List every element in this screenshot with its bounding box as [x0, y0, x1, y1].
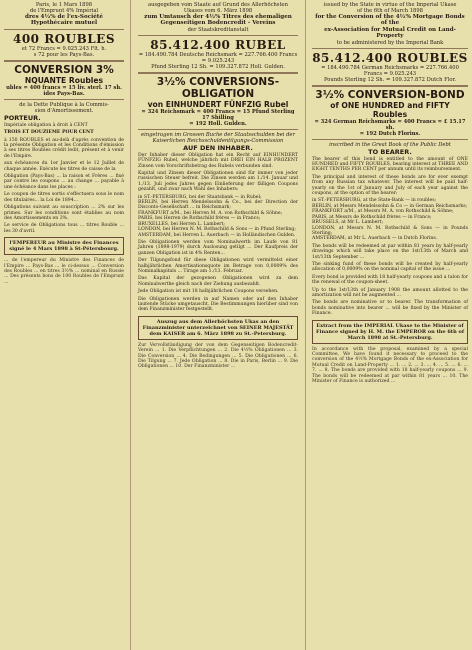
french-denomination: ides Pays-Bas.: [43, 90, 85, 97]
french-ukase-heading: l'EMPEREUR au Ministre des Finances signé le 4 Mars 1898 à St-Pétersbourg.: [4, 237, 124, 255]
english-subheading: of ONE HUNDRED and FIFTY Roubles: [330, 100, 450, 119]
german-paying-agent: in ST.-PETERSBURG, bei der Staatsbank — in Rubel;: [138, 194, 262, 200]
french-top-line: Paris, le 1 Mars 1898: [35, 2, 93, 8]
german-inscription-note: Kaiserlichen Reichsschuldentilgungs-Commission: [152, 137, 284, 144]
english-bearer-heading: TO BEARER.: [368, 147, 412, 156]
english-top-line: ex-Association for Mutual Credit on Land-Property: [324, 26, 456, 40]
english-top-line: issued by the State in virtue of the Imperial Ukase: [323, 2, 457, 8]
german-ukase-heading: Auszug aus dem Allerhöchsten Ukas an den Finanzminister unterzeichnet von SEINER MAJESTÄT dem KAISER am 6. März 1898 zu St.-Petersburg.: [138, 316, 298, 340]
german-top-line: zum Umtausch der 4½% Titres des ehemaligen: [144, 14, 292, 20]
german-paying-agent: BERLIN, bei Herren Mendelssohn & Co., bei der Direction der Disconto-Gesellschaft ... in Reichsmark;: [138, 200, 298, 211]
english-inscription-note: inscribed in the Great Book of the Public Debt: [329, 141, 451, 148]
german-paying-agent: BRUXELLES, bei Herren L. Lambert;: [138, 221, 225, 227]
german-body-para: Die Obligationen werden in auf Namen oder auf den Inhaber lautende Stücke umgetauscht. Die Bestimmungen hierüber sind von dem Finanzminister festgestellt.: [138, 296, 298, 313]
german-inscription-note: eingetragen im Grossen Buche der Staatsschulden bei der: [141, 131, 295, 138]
french-subheading: NQUANTE Roubles: [24, 75, 104, 85]
german-top-line: Ukases vom 6. März 1898: [183, 8, 253, 14]
french-top-line: dres 4½% de l'ex-Société: [25, 14, 103, 20]
german-column: [132, 0, 304, 650]
french-column: [0, 0, 128, 650]
english-paying-agent: BRUSSELS, at Mr L. Lambert;: [312, 220, 383, 226]
german-paying-agent: PARIS, bei Herren de Rothschild frères — in Francs;: [138, 216, 261, 222]
column-divider: [130, 0, 131, 650]
english-body-para: The principal and interest of these bonds are for ever exempt from any Russian tax whatever. The interest will be paid half-yearly on the 1st of January and July of each year against the coupons, at the option of the bearer:: [312, 174, 468, 197]
english-ukase-heading: Extract from the IMPERIAL Ukase to the Minister of Finance signed by H. M. the EMPEROR on the 6th of March 1898 at St.-Petersburg.: [312, 320, 468, 344]
french-amount: 400 ROUBLES: [12, 31, 115, 46]
divider: [138, 35, 298, 36]
german-paying-agent: LONDON, bei Herren N. M. Rothschild & Sons — in Pfund Sterling;: [138, 227, 296, 233]
german-ukase-body: Zur Vervollständigung der von dem Gegenseitigen Bodencredit-Verein ... 1. Die Verpflichtungen ... 2. Die 4½% Obligationen ... 3. Die Conversion ... 4. Die Bedingungen ... 5. Die Obligationen ... 6. Die Tilgung ... 7. Jede Obligation ... 8. Die in Paris, Berlin ... 9. Die Obligationen ... 10. Der Finanzminister ...: [138, 342, 298, 370]
german-top-line: ausgegeben vom Staate auf Grund des Allerhöchsten: [148, 2, 288, 8]
german-body-para: Das Kapital der gezogenen Obligationen wird zu dem Nominalwerthe gleich nach der Ziehung ausbezahlt.: [138, 276, 298, 287]
german-body-para: Der Inhaber dieser Obligation hat ein Recht auf EINHUNDERT FÜNFZIG Rubel, welche jährlich mit DREI EIN HALB PROZENT Zinsen vom Vorschriftsbetrag des Rubels verbunden sind.: [138, 152, 298, 169]
german-paying-agent: FRANKFURT a/M., bei Herren M. A. von Rothschild & Söhne;: [138, 210, 283, 216]
english-paying-agent: in ST.-PETERSBURG, at the State-Bank — in roubles;: [312, 198, 437, 204]
english-paying-agent: FRANKFORT a/M., at Messrs M. A. von Rothschild & Söhne;: [312, 209, 454, 215]
english-paying-agent: LONDON, at Messrs N. M. Rothschild & Sons — in Pounds Sterling;: [312, 225, 468, 236]
french-body-para: TROIS ET DOUZIEME POUR CENT: [4, 130, 94, 136]
german-amount: 85.412.400 RUBEL: [150, 37, 286, 52]
english-column: [308, 0, 472, 650]
german-paying-agent: AMSTERDAM, bei Herren L. Auerbach — in Holländischen Gulden.: [138, 232, 296, 238]
english-body-para: The bonds will be redeemed at par within 81 years by half-yearly drawings which will take place on the 1st/13th of March and 1st/13th September ...: [312, 243, 468, 260]
english-paying-agent: AMSTERDAM, at Mr L. Auerbach — in Dutch Florins.: [312, 236, 438, 242]
english-paying-agent: BERLIN, at Messrs Mendelssohn & Co — in German Reichsmarks;: [312, 203, 468, 209]
english-paying-agent: PARIS, at Messrs de Rothschild frères — in Francs;: [312, 214, 432, 220]
divider: [138, 129, 298, 130]
english-ukase-body: In accordance with the proposal, examined by a special Committee, We have found it necessary to proceed to the conversion of the 4½% Mortgage Bonds of the ex-Association for Mutual Credit on Land-Property ... 1. ... 2. ... 3. ... 4. ... 5. ... 6. ... 7. ... 8. The bonds are provided with 18 half-yearly coupons ... 9. The bonds will be redeemed at par within 81 years ... 10. The Minister of Finance is authorized ...: [312, 346, 468, 385]
english-body-para: Every bond is provided with 18 half-yearly coupons and a talon for the renewal of the coupon-sheet.: [312, 274, 468, 286]
english-body-para: The sinking fund of these bonds will be created by half-yearly allocation of 0,0009% on the nominal capital of the issue ...: [312, 261, 468, 273]
english-body-para: The bearer of this bond is entitled to the amount of ONE HUNDRED and FIFTY ROUBLES, bearing interest at THREE AND EIGHT TENTHS PER CENT per annum until its reimbursement.: [312, 156, 468, 173]
english-top-line: for the Conversion of the 4½% Mortgage Bonds of the: [315, 14, 465, 27]
german-top-line: der Staatskreditanstalt: [187, 26, 249, 33]
french-body-para: Obligations suivant au souscription ... 2% sur les primes. Sur les conditions sont établies au nom des Amortissements en 3%.: [4, 205, 124, 221]
divider: [312, 139, 468, 140]
german-body-para: Die Obligationen werden vom Nominalwerth im Laufe von 81 Jahren (1898-1979) durch Auslosung getilgt ... Der Kaufpreis der ganzen Obligation ist in 4% Renten...: [138, 239, 298, 256]
french-body-para: Obligation (Pays-Bas) ... la raison et Frères ... fixé par contre les coupons ... au change ... payable à une échéance dans les places :: [4, 174, 124, 190]
french-body-para: aux échéances du 1er Janvier et le 12 Juillet de chaque année. Exécute les titres de caisse de la: [4, 161, 124, 172]
english-body-para: The bonds are nominative or to bearer. The transformation of bonds nominative into bearer ... will be fixed by the Minister of Finance.: [312, 300, 468, 317]
german-top-line: Gegenseitigen Bodencredit - Vereins: [160, 20, 276, 27]
french-inscription-note: de la Dette Publique à la Commis-: [19, 101, 109, 108]
english-amount-equivalents: Pounds Sterling 12 Sh. = 109.327.872 Dutch Flor.: [323, 76, 457, 83]
french-body-para: Le service de Obligations tous ... titres Rouble ... les 30 d'avril.: [4, 223, 124, 234]
german-body-para: Jede Obligation ist mit 18 halbjährlichen Coupons versehen.: [138, 289, 279, 295]
divider: [312, 48, 468, 49]
german-heading: 3½% CONVERSIONS-OBLIGATION: [156, 75, 280, 100]
english-amount-equivalents: = 184.490.784 German Reichsmarks = 227.766.400 Francs = 9.025.243: [321, 64, 459, 77]
german-subheading: von EINHUNDERT FÜNFZIG Rubel: [147, 99, 289, 109]
german-body-para: Kapital und Zinsen dieser Obligationen sind für immer von jeder russischen Steuer befreit. Die Zinsen werden am 1./14. Januar und 1./13. Juli jedes Jahres gegen Einlieferung der fälligen Coupons gezahlt, und zwar nach Wahl des Inhabers:: [138, 171, 298, 193]
french-top-line: Hypothécaire mutuel: [30, 20, 98, 27]
german-amount-equivalents: Pfund Sterling 12 Sh. = 109.327.872 Holl. Gulden.: [151, 63, 285, 70]
divider: [4, 29, 124, 30]
french-body-para: Impériale obligation à droit à CENT: [4, 122, 88, 128]
divider: [312, 85, 468, 87]
french-body-para: à 150 ROUBLES et au-delà d'après convention de la présente Obligation et les Conditions d'émission à ses titres Roubles crédit ledit, présent et à venir de l'Empire.: [4, 137, 124, 159]
german-body-para: Der Tilgungsfond für diese Obligationen wird vermittelst einer halbjährlichen Amortisationsquote im Betrage von 0,0009% des Nominalkapitals ... Tirage am 1./13. Februar.: [138, 258, 298, 274]
german-amount-equivalents: = 184.490.784 Deutsche Reichsmark = 227.766.400 Francs = 9.025.243: [138, 51, 298, 64]
french-heading: CONVERSION 3%: [14, 63, 114, 76]
divider: [4, 60, 124, 62]
german-denomination: = 192 Holl. Gulden.: [189, 120, 247, 127]
german-denomination: = 324 Reichsmark = 400 Francs = 15 Pfund Sterling 17 Shilling: [141, 108, 295, 121]
english-top-line: to be administered by the Imperial Bank: [336, 39, 444, 46]
french-top-line: de l'Emprunt 4% Impérial: [29, 8, 99, 14]
french-body-para: Le coupon de titres sortis s'effectuera sous le nom des titulaires... la Loi de 1894...: [4, 192, 124, 203]
german-bearer-heading: AUF DEN INHABER.: [183, 143, 253, 152]
french-denomination: ubles = 400 francs = 15 liv. sterl. 17 sh.: [6, 84, 122, 91]
column-divider: [305, 0, 306, 650]
english-denomination: = 324 German Reichsmarks = 400 Francs = £ 15.17 sh.: [314, 118, 466, 131]
divider: [138, 72, 298, 74]
french-ukase-body: ... de l'empereur du Ministre des Finances de l'Empire ... Pays-Bas ... le ci-dessus ... Conversion des Roubles ... en titres 3½% ... nominal en Russie ... Des présents bons de 100 Roubles de l'Emprunt ...: [4, 258, 124, 285]
english-amount: 85.412.400 ROUBLES: [312, 50, 468, 65]
french-amount-equivalents: et 72 Francs = 9.025.243 Flt. h.: [21, 45, 107, 52]
english-heading: 3½% CONVERSION-BOND: [315, 88, 465, 101]
english-body-para: Up to the 1st/13th of January 1908 the amount allotted to the amortization will not be augmented ...: [312, 287, 468, 298]
french-inscription-note: sion d'Amortissement.: [34, 107, 94, 114]
english-top-line: of the 6th of March 1898: [357, 8, 423, 14]
french-amount-equivalents: s 72 pour les Pays-Bas.: [33, 51, 95, 58]
english-denomination: = 192 Dutch Florins.: [359, 130, 421, 137]
french-bearer-heading: PORTEUR.: [4, 113, 41, 122]
divider: [4, 99, 124, 100]
